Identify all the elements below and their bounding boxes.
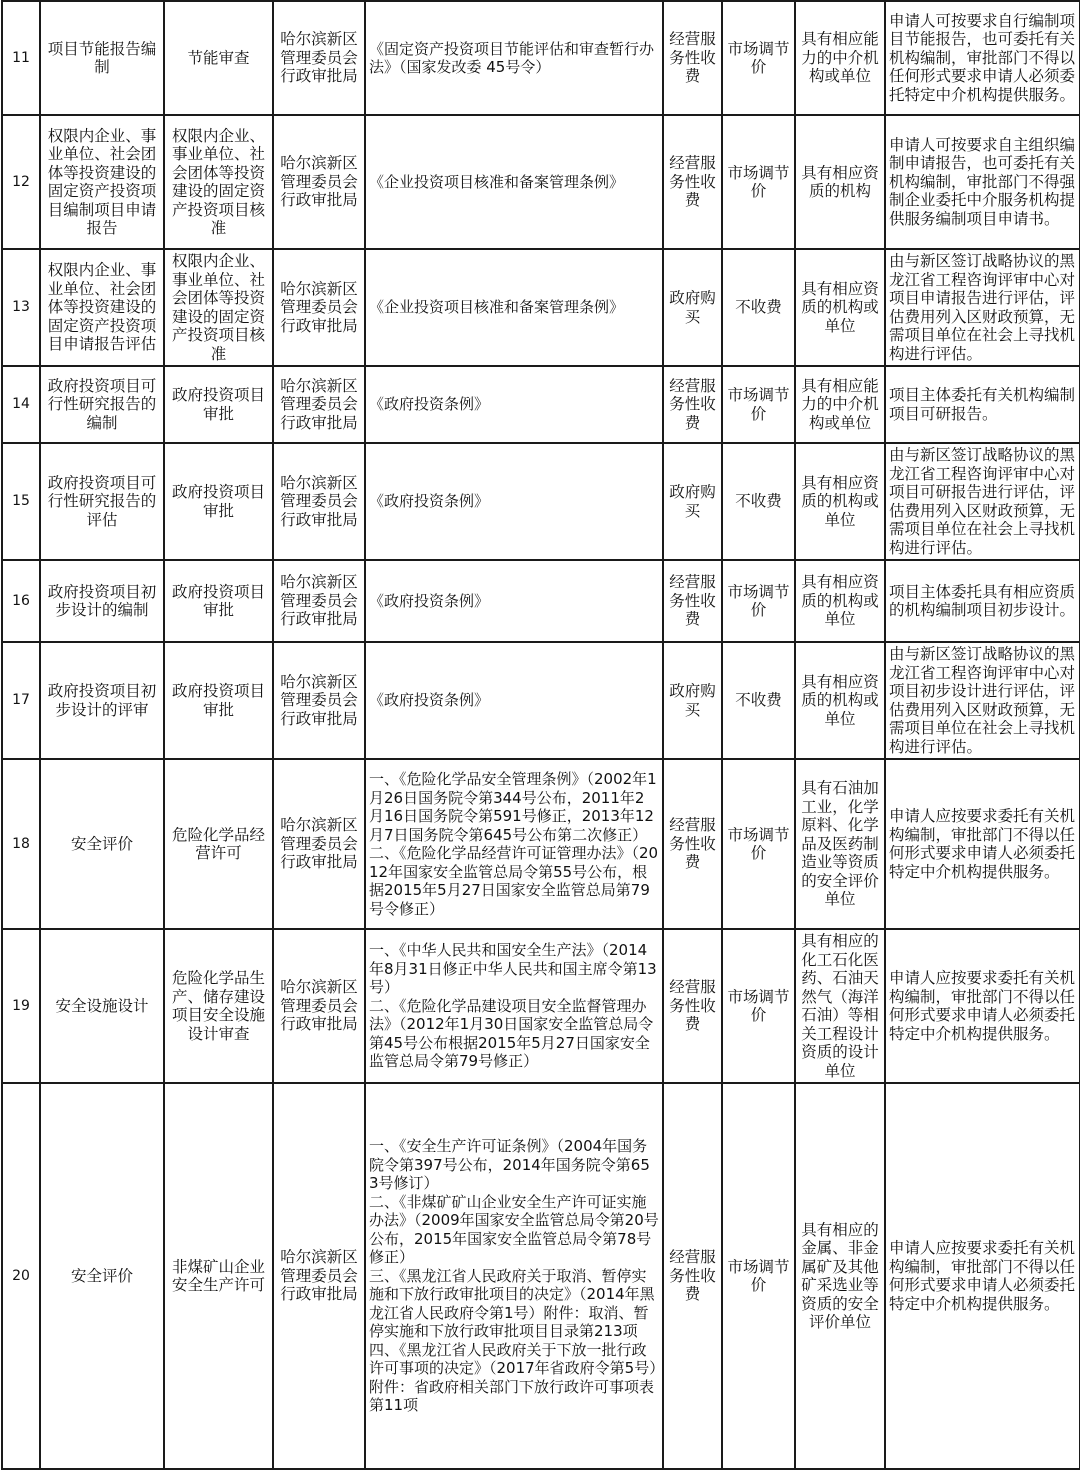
department-cell: 哈尔滨新区管理委员会行政审批局 bbox=[273, 759, 365, 929]
row-number-cell: 12 bbox=[2, 115, 40, 249]
approval-item-cell: 政府投资项目审批 bbox=[164, 443, 273, 560]
legal-basis-line: 三、《黑龙江省人民政府关于取消、暂停实施和下放行政审批项目的决定》（2014年黑龙江省人民政府令第1号）附件：取消、暂停实施和下放行政审批项目目录第213项 bbox=[369, 1266, 655, 1341]
service-item-cell: 政府投资项目初步设计的编制 bbox=[40, 560, 164, 642]
legal-basis-line: 四、《黑龙江省人民政府关于下放一批行政许可事项的决定》（2017年省政府令第5号）附件：省政府相关部门下放行政许可事项表第11项 bbox=[369, 1340, 657, 1415]
approval-item-cell: 非煤矿山企业安全生产许可 bbox=[164, 1083, 273, 1469]
row-number-cell: 19 bbox=[2, 929, 40, 1083]
fee-standard-cell: 市场调节价 bbox=[722, 560, 795, 642]
service-item-cell: 权限内企业、事业单位、社会团体等投资建设的固定资产投资项目编制项目申请报告 bbox=[40, 115, 164, 249]
service-item-cell: 安全设施设计 bbox=[40, 929, 164, 1083]
remarks-cell: 申请人可按要求自主组织编制申请报告，也可委托有关机构编制，审批部门不得强制企业委托中介服务机构提供服务编制项目申请书。 bbox=[885, 115, 1080, 249]
remarks-cell: 申请人应按要求委托有关机构编制，审批部门不得以任何形式要求申请人必须委托特定中介机构提供服务。 bbox=[885, 1083, 1080, 1469]
fee-standard-cell: 市场调节价 bbox=[722, 115, 795, 249]
row-number-cell: 14 bbox=[2, 366, 40, 443]
remarks-cell: 项目主体委托具有相应资质的机构编制项目初步设计。 bbox=[885, 560, 1080, 642]
fee-standard-cell: 不收费 bbox=[722, 642, 795, 759]
table-row bbox=[2, 366, 1080, 443]
service-provider-cell: 具有相应资质的机构或单位 bbox=[795, 642, 885, 759]
table-row bbox=[2, 115, 1080, 249]
remarks-cell: 项目主体委托有关机构编制项目可研报告。 bbox=[885, 366, 1080, 443]
legal-basis-line: 一、《中华人民共和国安全生产法》（2014年8月31日修正中华人民共和国主席令第13号） bbox=[369, 941, 657, 997]
fee-nature-cell: 经营服务性收费 bbox=[663, 560, 722, 642]
approval-item-cell: 节能审查 bbox=[164, 1, 273, 115]
service-provider-cell: 具有相应能力的中介机构或单位 bbox=[795, 1, 885, 115]
service-provider-cell: 具有相应的化工石化医药、石油天然气（海洋石油）等相关工程设计资质的设计单位 bbox=[795, 929, 885, 1083]
fee-nature-cell: 经营服务性收费 bbox=[663, 759, 722, 929]
department-cell: 哈尔滨新区管理委员会行政审批局 bbox=[273, 249, 365, 366]
fee-standard-cell: 市场调节价 bbox=[722, 1083, 795, 1469]
legal-basis-line: 一、《危险化学品安全管理条例》（2002年1月26日国务院令第344号公布，2011年2月16日国务院令第591号修正，2013年12月7日国务院令第645号公布第二次修正） bbox=[369, 770, 657, 844]
legal-basis-cell bbox=[365, 1083, 663, 1469]
approval-item-cell: 政府投资项目审批 bbox=[164, 642, 273, 759]
service-item-cell: 政府投资项目可行性研究报告的编制 bbox=[40, 366, 164, 443]
legal-basis-line: 二、《危险化学品建设项目安全监督管理办法》（2012年1月30日国家安全监管总局令第45号公布根据2015年5月27日国家安全监管总局令第79号修正） bbox=[369, 996, 654, 1071]
remarks-cell: 由与新区签订战略协议的黑龙江省工程咨询评审中心对项目可研报告进行评估，评估费用列入区财政预算，无需项目单位在社会上寻找机构进行评估。 bbox=[885, 443, 1080, 560]
legal-basis-line: 一、《安全生产许可证条例》（2004年国务院令第397号公布，2014年国务院令第653号修订） bbox=[369, 1137, 650, 1193]
department-cell: 哈尔滨新区管理委员会行政审批局 bbox=[273, 642, 365, 759]
department-cell: 哈尔滨新区管理委员会行政审批局 bbox=[273, 115, 365, 249]
service-item-cell: 权限内企业、事业单位、社会团体等投资建设的固定资产投资项目申请报告评估 bbox=[40, 249, 164, 366]
approval-item-cell: 政府投资项目审批 bbox=[164, 560, 273, 642]
service-item-cell: 安全评价 bbox=[40, 759, 164, 929]
service-provider-cell: 具有相应的金属、非金属矿及其他矿采选业等资质的安全评价单位 bbox=[795, 1083, 885, 1469]
legal-basis-line: 二、《非煤矿矿山企业安全生产许可证实施办法》（2009年国家安全监管总局令第20号公布，2015年国家安全监管总局令第78号修正） bbox=[369, 1192, 659, 1267]
legal-basis-line: 二、《危险化学品经营许可证管理办法》（2012年国家安全监管总局令第55号公布，根据2015年5月27日国家安全监管总局第79号令修正） bbox=[369, 844, 659, 918]
fee-nature-cell: 政府购买 bbox=[663, 642, 722, 759]
approval-item-cell: 危险化学品经营许可 bbox=[164, 759, 273, 929]
service-item-cell: 政府投资项目初步设计的评审 bbox=[40, 642, 164, 759]
table-row bbox=[2, 929, 1080, 1083]
department-cell: 哈尔滨新区管理委员会行政审批局 bbox=[273, 929, 365, 1083]
legal-basis-cell: 《政府投资条例》 bbox=[365, 642, 663, 759]
department-cell: 哈尔滨新区管理委员会行政审批局 bbox=[273, 560, 365, 642]
legal-basis-cell: 《企业投资项目核准和备案管理条例》 bbox=[365, 249, 663, 366]
table-row bbox=[2, 560, 1080, 642]
fee-nature-cell: 政府购买 bbox=[663, 249, 722, 366]
service-item-cell: 项目节能报告编制 bbox=[40, 1, 164, 115]
row-number-cell: 17 bbox=[2, 642, 40, 759]
remarks-cell: 由与新区签订战略协议的黑龙江省工程咨询评审中心对项目申请报告进行评估，评估费用列入区财政预算，无需项目单位在社会上寻找机构进行评估。 bbox=[885, 249, 1080, 366]
table-row bbox=[2, 443, 1080, 560]
row-number-cell: 16 bbox=[2, 560, 40, 642]
remarks-cell: 申请人应按要求委托有关机构编制，审批部门不得以任何形式要求申请人必须委托特定中介机构提供服务。 bbox=[885, 759, 1080, 929]
department-cell: 哈尔滨新区管理委员会行政审批局 bbox=[273, 443, 365, 560]
table-row bbox=[2, 249, 1080, 366]
approval-item-cell: 危险化学品生产、储存建设项目安全设施设计审查 bbox=[164, 929, 273, 1083]
service-provider-cell: 具有相应资质的机构 bbox=[795, 115, 885, 249]
legal-basis-cell: 《企业投资项目核准和备案管理条例》 bbox=[365, 115, 663, 249]
department-cell: 哈尔滨新区管理委员会行政审批局 bbox=[273, 1, 365, 115]
legal-basis-cell: 《政府投资条例》 bbox=[365, 443, 663, 560]
department-cell: 哈尔滨新区管理委员会行政审批局 bbox=[273, 1083, 365, 1469]
service-provider-cell: 具有石油加工业，化学原料、化学品及医药制造业等资质的安全评价单位 bbox=[795, 759, 885, 929]
table-row bbox=[2, 759, 1080, 929]
fee-nature-cell: 政府购买 bbox=[663, 443, 722, 560]
row-number-cell: 20 bbox=[2, 1083, 40, 1469]
fee-standard-cell: 市场调节价 bbox=[722, 929, 795, 1083]
approval-item-cell: 政府投资项目审批 bbox=[164, 366, 273, 443]
legal-basis-cell bbox=[365, 759, 663, 929]
legal-basis-cell bbox=[365, 929, 663, 1083]
remarks-cell: 申请人可按要求自行编制项目节能报告，也可委托有关机构编制，审批部门不得以任何形式要求申请人必须委托特定中介机构提供服务。 bbox=[885, 1, 1080, 115]
row-number-cell: 13 bbox=[2, 249, 40, 366]
fee-nature-cell: 经营服务性收费 bbox=[663, 1083, 722, 1469]
fee-standard-cell: 市场调节价 bbox=[722, 759, 795, 929]
approval-item-cell: 权限内企业、事业单位、社会团体等投资建设的固定资产投资项目核准 bbox=[164, 249, 273, 366]
table-body bbox=[2, 1, 1080, 1469]
fee-nature-cell: 经营服务性收费 bbox=[663, 366, 722, 443]
remarks-cell: 由与新区签订战略协议的黑龙江省工程咨询评审中心对项目初步设计进行评估，评估费用列入区财政预算，无需项目单位在社会上寻找机构进行评估。 bbox=[885, 642, 1080, 759]
row-number-cell: 11 bbox=[2, 1, 40, 115]
row-number-cell: 15 bbox=[2, 443, 40, 560]
service-provider-cell: 具有相应资质的机构或单位 bbox=[795, 249, 885, 366]
legal-basis-cell: 《政府投资条例》 bbox=[365, 560, 663, 642]
table-row bbox=[2, 1, 1080, 115]
service-provider-cell: 具有相应能力的中介机构或单位 bbox=[795, 366, 885, 443]
legal-basis-cell: 《政府投资条例》 bbox=[365, 366, 663, 443]
service-item-cell: 安全评价 bbox=[40, 1083, 164, 1469]
table-row bbox=[2, 1083, 1080, 1469]
fee-nature-cell: 经营服务性收费 bbox=[663, 115, 722, 249]
fee-standard-cell: 市场调节价 bbox=[722, 1, 795, 115]
service-provider-cell: 具有相应资质的机构或单位 bbox=[795, 560, 885, 642]
fee-nature-cell: 经营服务性收费 bbox=[663, 929, 722, 1083]
legal-basis-cell: 《固定资产投资项目节能评估和审查暂行办法》（国家发改委 45号令） bbox=[365, 1, 663, 115]
intermediary-services-table bbox=[1, 0, 1080, 1470]
service-provider-cell: 具有相应资质的机构或单位 bbox=[795, 443, 885, 560]
table-row bbox=[2, 642, 1080, 759]
approval-item-cell: 权限内企业、事业单位、社会团体等投资建设的固定资产投资项目核准 bbox=[164, 115, 273, 249]
service-item-cell: 政府投资项目可行性研究报告的评估 bbox=[40, 443, 164, 560]
remarks-cell: 申请人应按要求委托有关机构编制，审批部门不得以任何形式要求申请人必须委托特定中介机构提供服务。 bbox=[885, 929, 1080, 1083]
fee-standard-cell: 不收费 bbox=[722, 249, 795, 366]
fee-standard-cell: 市场调节价 bbox=[722, 366, 795, 443]
fee-nature-cell: 经营服务性收费 bbox=[663, 1, 722, 115]
fee-standard-cell: 不收费 bbox=[722, 443, 795, 560]
department-cell: 哈尔滨新区管理委员会行政审批局 bbox=[273, 366, 365, 443]
row-number-cell: 18 bbox=[2, 759, 40, 929]
